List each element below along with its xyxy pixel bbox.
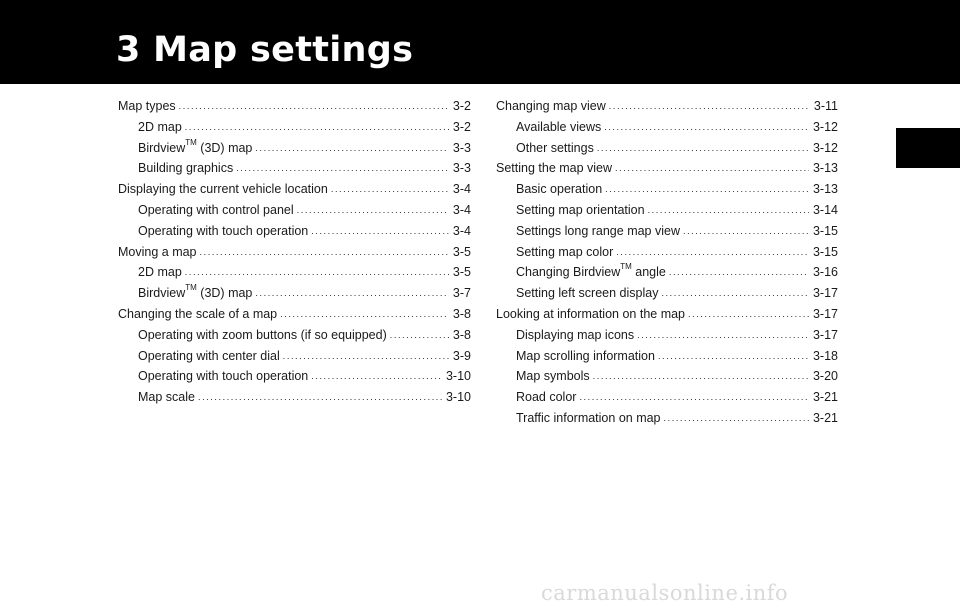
dot-leader (236, 160, 449, 176)
toc-entry-title (138, 285, 255, 301)
toc-entry-title: Available views (516, 119, 602, 134)
toc-entry-page: 3-17 (812, 286, 838, 301)
toc-entry-title: Setting map orientation (516, 202, 645, 217)
toc-entry-page: 3-7 (452, 286, 471, 301)
toc-entry-page: 3-11 (813, 99, 838, 113)
toc-entry-title: Traffic information on map (516, 410, 661, 425)
toc-entry-title: Displaying map icons (516, 327, 635, 342)
dot-leader (200, 244, 449, 260)
toc-entry[interactable] (118, 281, 471, 301)
toc-entry-title-part: Birdview (138, 286, 186, 301)
toc-entry-title: Operating with control panel (138, 202, 294, 217)
toc-entry-page: 3-4 (452, 202, 471, 217)
toc-entry[interactable] (118, 323, 471, 343)
dot-leader (604, 119, 809, 135)
toc-entry[interactable] (496, 385, 838, 405)
dot-leader (311, 223, 449, 239)
dot-leader (179, 98, 449, 114)
toc-entry[interactable] (496, 406, 838, 426)
toc-entry[interactable] (496, 364, 838, 384)
toc-entry-page: 3-21 (812, 390, 838, 405)
chapter-thumb-tab (896, 128, 960, 168)
toc-entry-page: 3-4 (452, 223, 471, 238)
dot-leader (280, 306, 449, 322)
toc-entry-title (516, 264, 669, 280)
dot-leader (605, 181, 809, 197)
toc-entry-title: Operating with touch operation (138, 369, 309, 384)
dot-leader (688, 306, 809, 322)
toc-entry-title: Operating with zoom buttons (if so equipped) (138, 327, 387, 342)
toc-entry[interactable] (496, 219, 838, 239)
toc-entry-title: 2D map (138, 119, 182, 134)
toc-entry[interactable] (118, 115, 471, 135)
toc-entry-page: 3-15 (812, 244, 838, 259)
toc-entry-page: 3-10 (445, 390, 471, 405)
dot-leader (648, 202, 809, 218)
dot-leader (331, 181, 449, 197)
toc-entry[interactable] (118, 260, 471, 280)
toc-entry[interactable] (496, 240, 838, 260)
toc-entry-page: 3-18 (812, 348, 838, 363)
toc-entry-page: 3-9 (452, 348, 471, 363)
toc-entry-title: Looking at information on the map (496, 306, 686, 321)
toc-entry-title-part: angle (631, 265, 666, 280)
toc-entry[interactable] (118, 302, 471, 322)
toc-entry-page: 3-3 (452, 161, 471, 176)
chapter-title: 3 Map settings (116, 30, 414, 70)
toc-entry-title: Road color (516, 390, 577, 405)
dot-leader (637, 327, 809, 343)
trademark-mark: TM (185, 283, 197, 293)
toc-entry-title: Changing the scale of a map (118, 306, 278, 321)
toc-entry-title-part: (3D) map (196, 286, 253, 301)
toc-entry[interactable] (496, 156, 838, 176)
toc-entry-title: Map scrolling information (516, 348, 655, 363)
dot-leader (597, 140, 809, 156)
dot-leader (255, 285, 449, 301)
toc-entry[interactable] (496, 198, 838, 218)
toc-entry[interactable] (118, 198, 471, 218)
trademark-mark: TM (185, 137, 197, 147)
dot-leader (615, 160, 809, 176)
toc-entry[interactable] (496, 260, 838, 280)
toc-entry[interactable] (118, 156, 471, 176)
dot-leader (185, 119, 449, 135)
toc-entry[interactable] (496, 115, 838, 135)
toc-entry-page: 3-12 (812, 140, 838, 155)
toc-entry-page: 3-21 (812, 410, 838, 425)
toc-entry-title: Operating with touch operation (138, 223, 309, 238)
toc-entry-page: 3-17 (812, 327, 838, 342)
toc-entry-title: Map types (118, 99, 176, 113)
toc-entry[interactable] (496, 323, 838, 343)
toc-entry[interactable] (496, 94, 838, 114)
toc-entry[interactable] (496, 344, 838, 364)
toc-entry[interactable] (496, 281, 838, 301)
dot-leader (283, 348, 449, 364)
toc-entry-page: 3-2 (452, 99, 471, 113)
dot-leader (683, 223, 809, 239)
toc-entry[interactable] (118, 219, 471, 239)
toc-entry-page: 3-10 (445, 369, 471, 384)
toc-entry-page: 3-8 (452, 327, 471, 342)
toc-entry-page: 3-2 (452, 119, 471, 134)
dot-leader (593, 368, 809, 384)
toc-entry-page: 3-14 (812, 202, 838, 217)
toc-entry-page: 3-16 (812, 265, 838, 280)
toc-entry[interactable] (496, 136, 838, 156)
dot-leader (198, 389, 442, 405)
dot-leader (185, 264, 449, 280)
toc-entry[interactable] (118, 385, 471, 405)
toc-entry-title: Other settings (516, 140, 594, 155)
toc-entry-title-part: Birdview (138, 140, 186, 155)
toc-entry-page: 3-13 (812, 182, 838, 197)
toc-entry-page: 3-13 (812, 161, 838, 176)
toc-entry-title: Settings long range map view (516, 223, 680, 238)
toc-entry-title-part: Changing Birdview (516, 265, 621, 280)
toc-entry[interactable] (496, 177, 838, 197)
toc-entry-title-part: (3D) map (196, 140, 253, 155)
toc-entry-title: Displaying the current vehicle location (118, 182, 328, 197)
toc-entry[interactable] (118, 364, 471, 384)
dot-leader (311, 368, 442, 384)
toc-entry-page: 3-15 (812, 223, 838, 238)
toc-right-column (496, 94, 838, 427)
dot-leader (661, 285, 809, 301)
dot-leader (669, 264, 809, 280)
toc-entry-title: Changing map view (496, 99, 606, 113)
toc-left-column (118, 94, 471, 406)
toc-entry-title: Operating with center dial (138, 348, 280, 363)
dot-leader (609, 98, 810, 114)
toc-entry[interactable] (118, 177, 471, 197)
toc-entry-page: 3-17 (812, 306, 838, 321)
toc-entry-title: Setting left screen display (516, 286, 659, 301)
toc-entry-title: Setting the map view (496, 161, 613, 176)
toc-entry[interactable] (496, 302, 838, 322)
toc-entry-title: Building graphics (138, 161, 234, 176)
dot-leader (579, 389, 809, 405)
toc-entry-page: 3-5 (452, 265, 471, 280)
toc-entry-page: 3-3 (452, 140, 471, 155)
toc-entry-page: 3-5 (452, 244, 471, 259)
toc-entry-page: 3-12 (812, 119, 838, 134)
toc-entry-title: Setting map color (516, 244, 614, 259)
dot-leader (664, 410, 809, 426)
dot-leader (255, 140, 449, 156)
toc-entry[interactable] (118, 136, 471, 156)
trademark-mark: TM (620, 262, 632, 272)
toc-entry-title: Moving a map (118, 244, 197, 259)
toc-entry-title: Map symbols (516, 369, 590, 384)
dot-leader (616, 244, 809, 260)
dot-leader (658, 348, 809, 364)
toc-entry-title: Basic operation (516, 182, 603, 197)
toc-entry[interactable] (118, 240, 471, 260)
toc-entry-title: Map scale (138, 390, 195, 405)
toc-entry-title (138, 137, 255, 156)
chapter-header-banner (0, 0, 960, 84)
dot-leader (390, 327, 449, 343)
toc-entry-page: 3-8 (452, 306, 471, 321)
dot-leader (297, 202, 449, 218)
toc-entry-page: 3-4 (452, 182, 471, 197)
toc-entry-title: 2D map (138, 265, 182, 280)
watermark: carmanualsonline.info (541, 581, 789, 605)
toc-entry-page: 3-20 (812, 369, 838, 384)
toc-entry[interactable] (118, 344, 471, 364)
toc-entry[interactable] (118, 94, 471, 114)
